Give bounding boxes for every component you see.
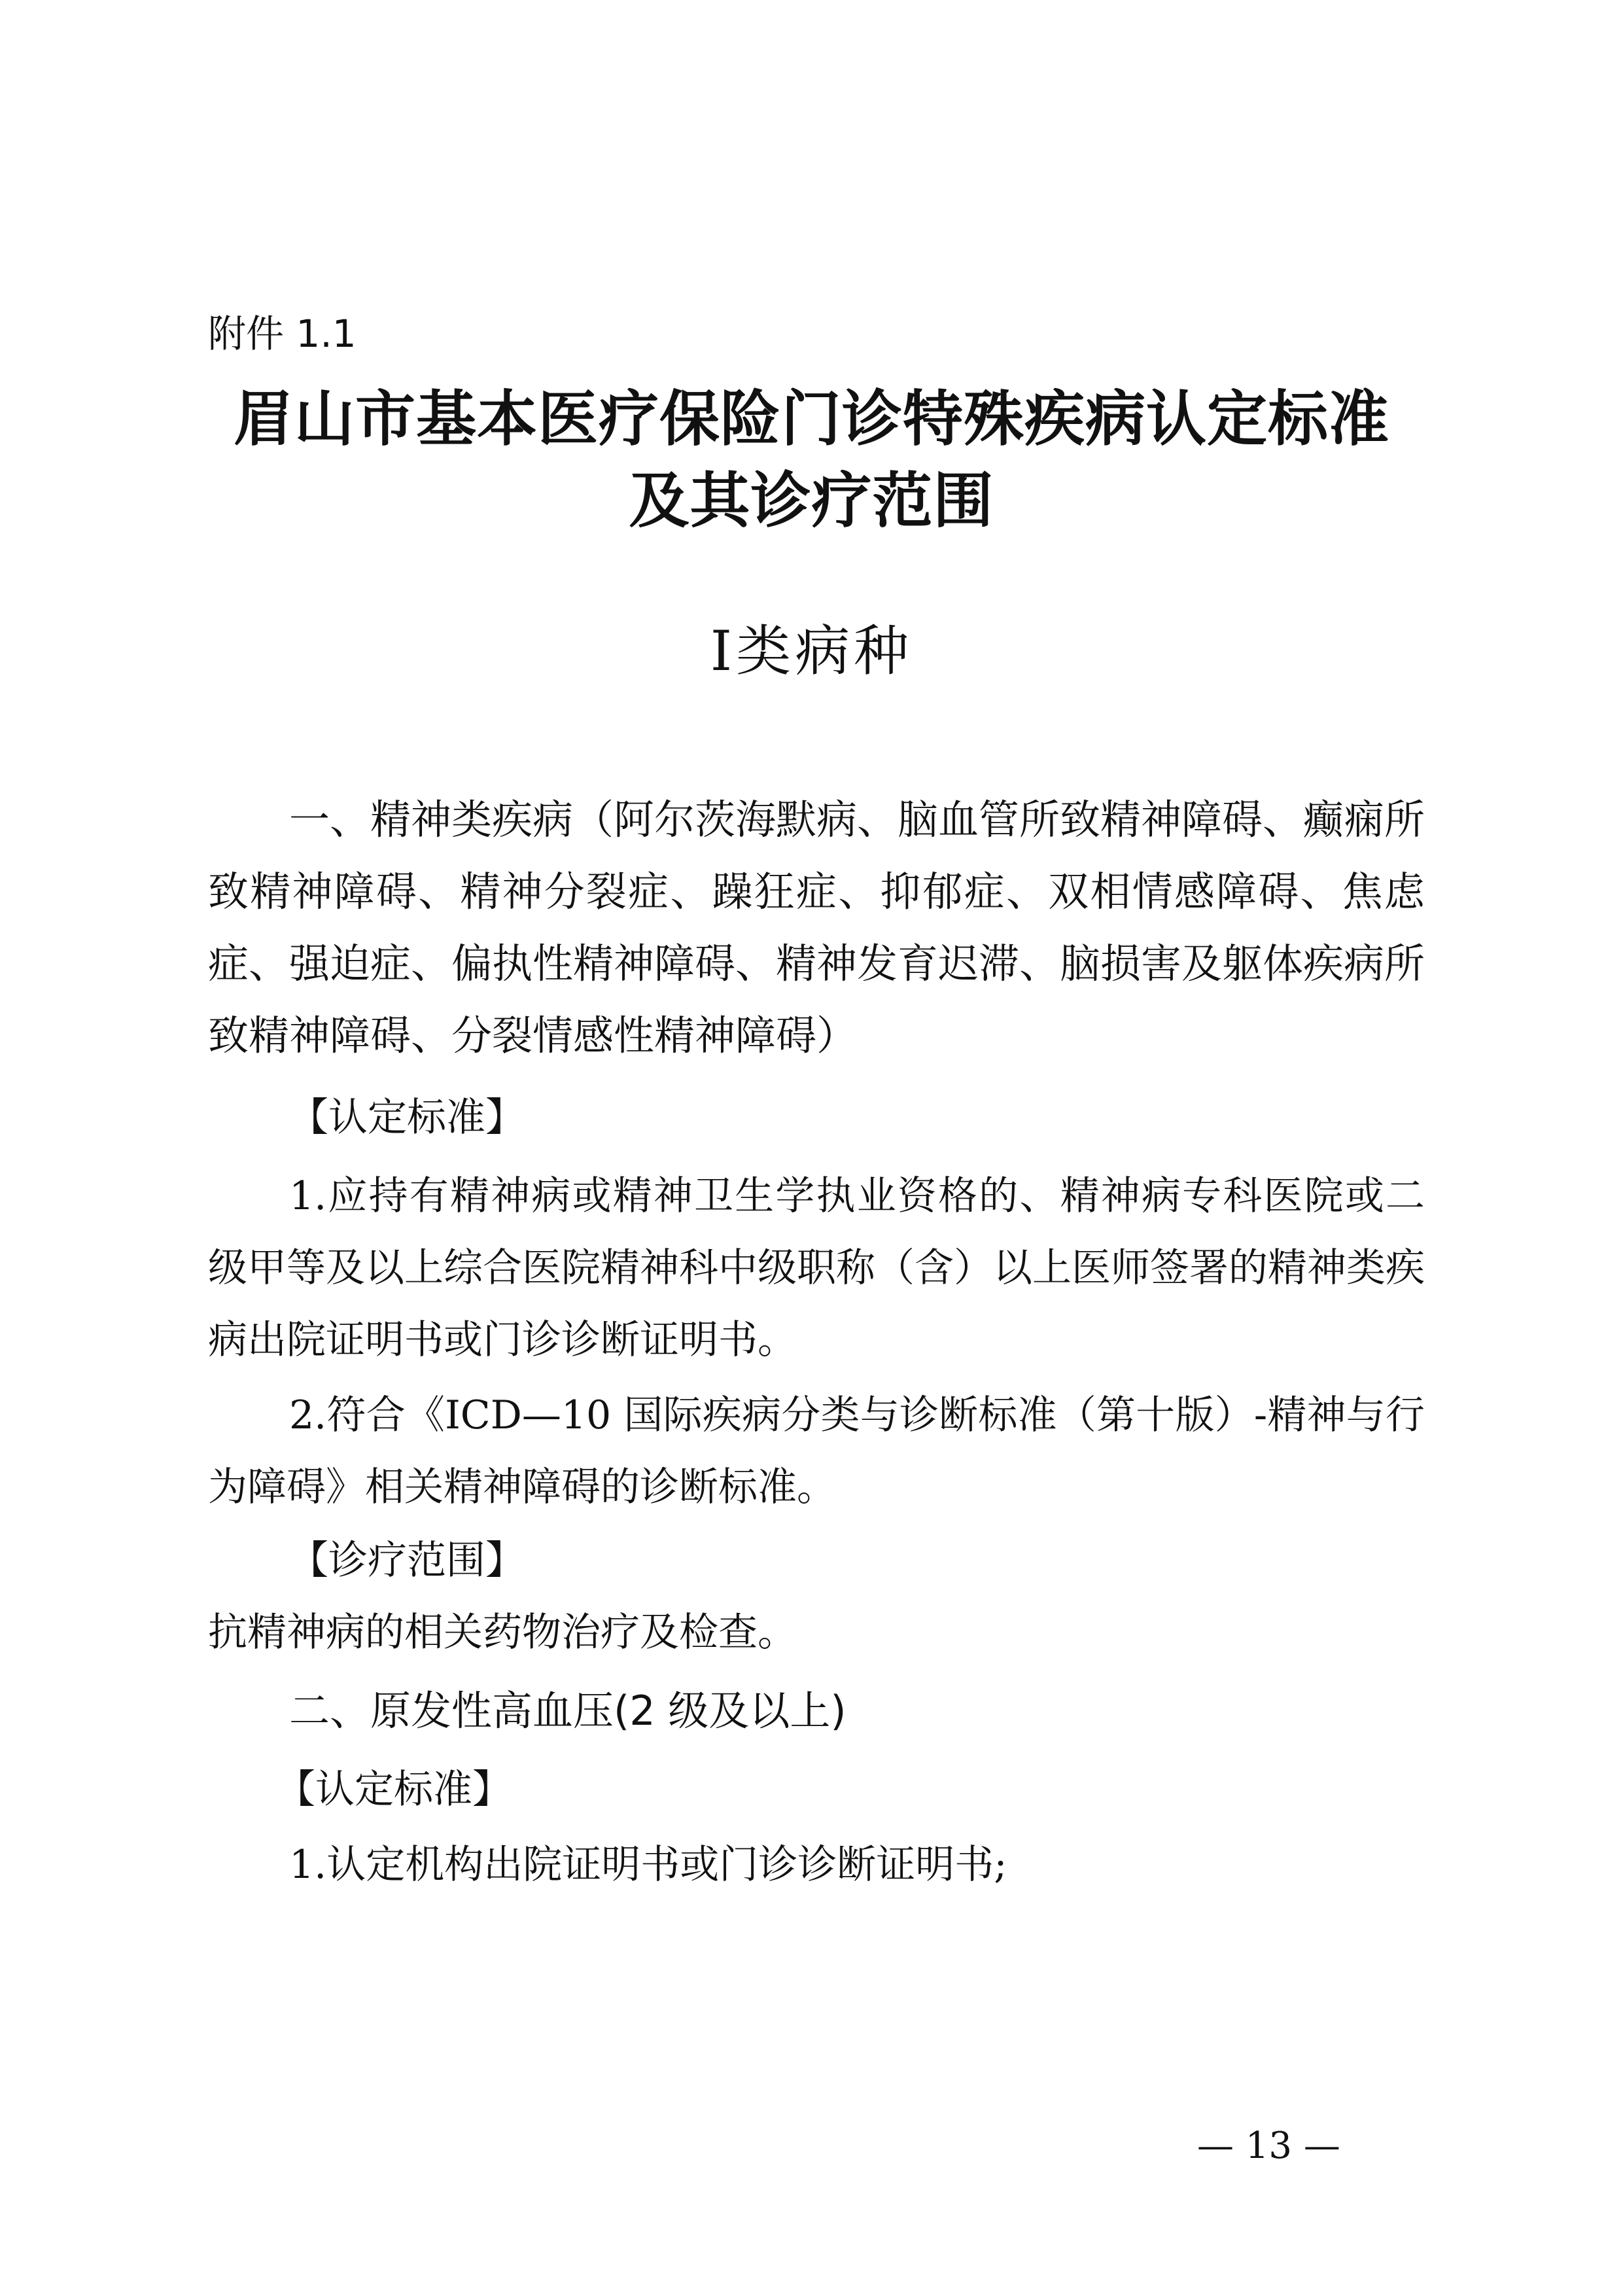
section-1-criteria-label: 【认定标准】 <box>289 1095 525 1140</box>
page-number: — 13 — <box>1197 2125 1340 2167</box>
document-title-line-2: 及其诊疗范围 <box>629 465 994 536</box>
section-2-heading: 二、原发性高血压(2 级及以上) <box>289 1687 846 1735</box>
section-2-criteria-1: 1.认定机构出院证明书或门诊诊断证明书; <box>289 1842 1007 1888</box>
section-1-scope-text: 抗精神病的相关药物治疗及检查。 <box>208 1610 797 1655</box>
document-title-line-1: 眉山市基本医疗保险门诊特殊疾病认定标准 <box>233 383 1389 454</box>
section-1-scope-label: 【诊疗范围】 <box>289 1538 525 1583</box>
category-heading: Ⅰ类病种 <box>710 619 913 683</box>
section-2-criteria-label: 【认定标准】 <box>276 1767 512 1812</box>
section-1-criteria-2: 2.符合《ICD—10 国际疾病分类与诊断标准（第十版）-精神与行为障碍》相关精神障碍的诊断标准。 <box>208 1392 1425 1510</box>
section-1-criteria-1: 1.应持有精神病或精神卫生学执业资格的、精神病专科医院或二级甲等及以上综合医院精神科中级职称（含）以上医师签署的精神类疾病出院证明书或门诊诊断证明书。 <box>208 1173 1425 1363</box>
section-1-heading: 一、精神类疾病（阿尔茨海默病、脑血管所致精神障碍、癫痫所致精神障碍、精神分裂症、躁狂症、抑郁症、双相情感障碍、焦虑症、强迫症、偏执性精神障碍、精神发育迟滞、脑损害及躯体疾病所致精神障碍、分裂情感性精神障碍） <box>208 796 1425 1059</box>
attachment-label: 附件 1.1 <box>208 311 357 356</box>
